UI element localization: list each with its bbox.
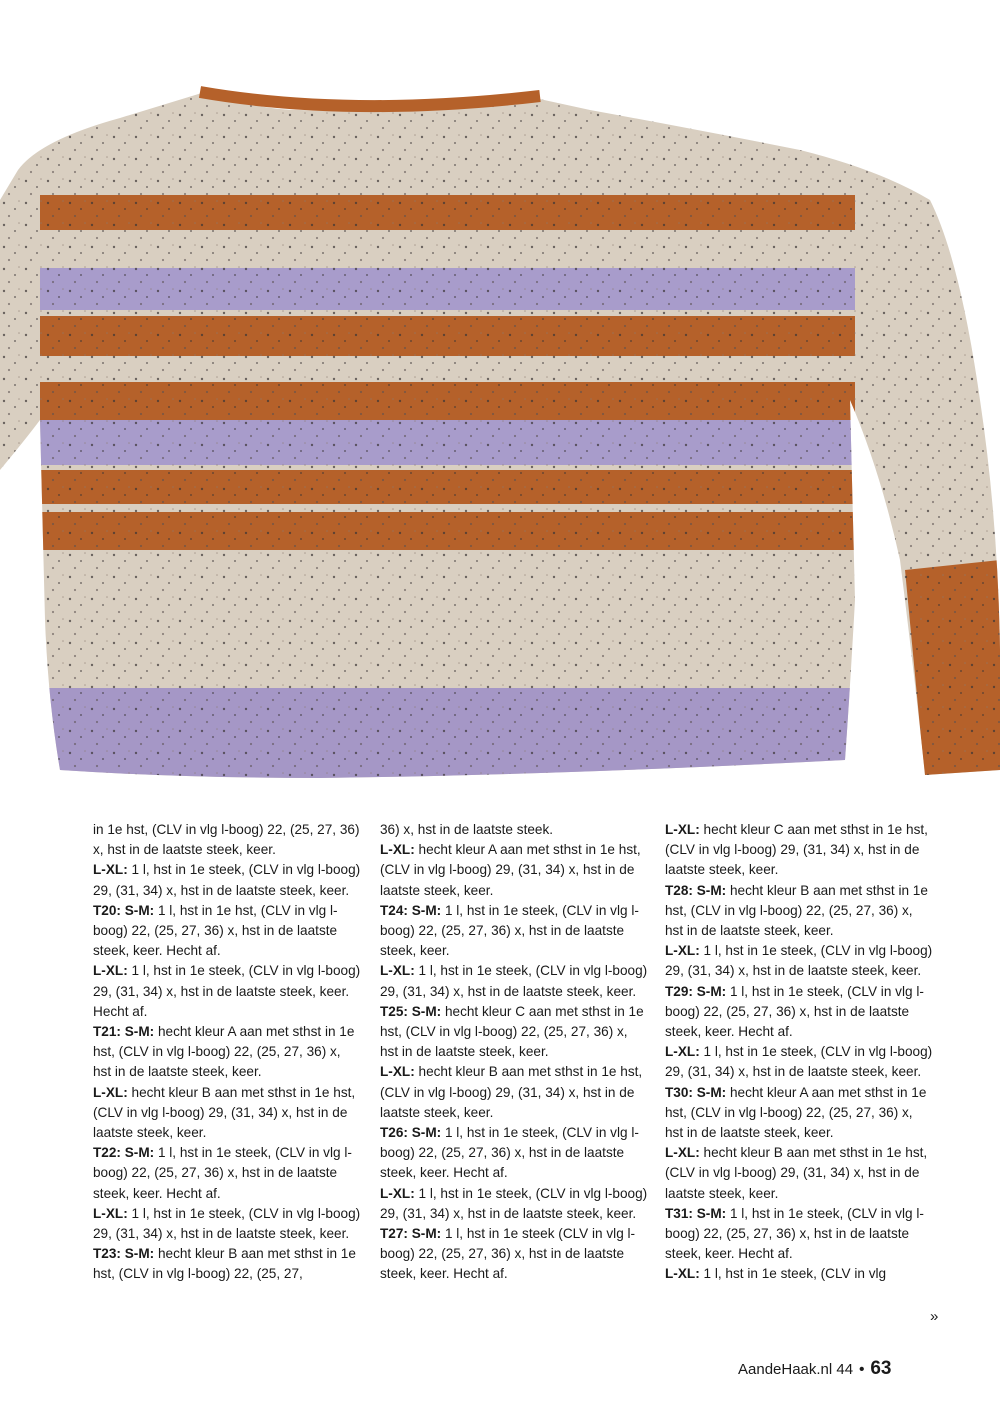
pattern-row (380, 901, 648, 962)
row-label: L-XL: (380, 842, 415, 858)
row-label: T26: S-M: (380, 1125, 442, 1141)
pattern-row (665, 982, 933, 1043)
pattern-row (380, 820, 648, 840)
pattern-row (93, 820, 361, 860)
row-text: hecht kleur A aan met sthst in 1e hst, (CLV in vlg l-boog) 29, (31, 34) x, hst in de laatste steek, keer. (380, 842, 641, 898)
row-text: hecht kleur B aan met sthst in 1e hst, (CLV in vlg l-boog) 29, (31, 34) x, hst in de laatste steek, keer. (380, 1064, 643, 1120)
row-label: T28: S-M: (665, 882, 727, 898)
pattern-row (93, 860, 361, 900)
pattern-row (93, 1143, 361, 1204)
footer-separator: • (859, 1361, 865, 1378)
pattern-row (380, 840, 648, 901)
row-label: L-XL: (93, 862, 128, 878)
row-label: T25: S-M: (380, 1003, 442, 1019)
pattern-row (93, 1022, 361, 1083)
row-label: L-XL: (665, 943, 700, 959)
pattern-row (665, 1042, 933, 1082)
text-column-1 (93, 820, 361, 1285)
row-label: T31: S-M: (665, 1205, 727, 1221)
continue-arrow-icon: » (930, 1308, 939, 1325)
row-label: L-XL: (665, 822, 700, 837)
row-label: L-XL: (665, 1044, 700, 1060)
pattern-row (380, 1062, 648, 1123)
row-label: L-XL: (93, 963, 128, 979)
publication-name: AandeHaak.nl 44 (738, 1361, 854, 1378)
pattern-row (380, 1184, 648, 1224)
row-text: 1 l, hst in 1e steek, (CLV in vlg l-boog) 29, (31, 34) x, hst in de laatste steek, keer. (380, 1185, 648, 1221)
pattern-row (380, 1002, 648, 1063)
text-column-2 (380, 820, 648, 1285)
row-text: 1 l, hst in 1e hst, (CLV in vlg l-boog) 22, (25, 27, 36) x, hst in de laatste steek, keer. Hecht af. (93, 902, 338, 959)
row-label: L-XL: (665, 1145, 700, 1161)
pattern-row (380, 1224, 648, 1285)
row-text: 1 l, hst in 1e steek, (CLV in vlg l-boog) 22, (25, 27, 36) x, hst in de laatste steek, keer. Hecht af. (380, 1125, 639, 1181)
pattern-row (665, 1083, 933, 1144)
pattern-row (380, 1123, 648, 1184)
pattern-row (665, 1204, 933, 1265)
row-text: 1 l, hst in 1e steek, (CLV in vlg l-boog) 29, (31, 34) x, hst in de laatste steek, keer. (665, 943, 933, 979)
pattern-row (93, 1244, 361, 1284)
pattern-row (665, 820, 933, 881)
row-text: 1 l, hst in 1e steek (CLV in vlg l-boog) 22, (25, 27, 36) x, hst in de laatste steek, keer. Hecht af. (380, 1226, 636, 1282)
row-label: T20: S-M: (93, 902, 155, 918)
row-text: 36) x, hst in de laatste steek. (380, 822, 554, 837)
row-label: L-XL: (93, 1084, 128, 1100)
page-number: 63 (870, 1358, 892, 1379)
row-text: 1 l, hst in 1e steek, (CLV in vlg l-boog) 29, (31, 34) x, hst in de laatste steek, keer. (93, 862, 361, 898)
row-text: 1 l, hst in 1e steek, (CLV in vlg l-boog) 29, (31, 34) x, hst in de laatste steek, keer. (93, 1205, 361, 1242)
row-label: T24: S-M: (380, 902, 442, 918)
pattern-row (665, 1264, 933, 1284)
row-text: hecht kleur B aan met sthst in 1e hst, (CLV in vlg l-boog) 22, (25, 27, 36) x, hst in de laatste steek, keer. (665, 882, 928, 939)
pattern-row (93, 1083, 361, 1144)
row-label: L-XL: (665, 1266, 700, 1282)
row-label: T22: S-M: (93, 1145, 155, 1161)
row-label: L-XL: (93, 1205, 128, 1221)
row-label: T27: S-M: (380, 1226, 442, 1242)
pattern-row (665, 881, 933, 942)
row-label: T29: S-M: (665, 983, 727, 999)
row-text: 1 l, hst in 1e steek, (CLV in vlg l-boog) 22, (25, 27, 36) x, hst in de laatste steek, keer. Hecht af. (665, 983, 924, 1040)
pattern-row (665, 1143, 933, 1204)
row-label: L-XL: (380, 963, 415, 979)
row-text: 1 l, hst in 1e steek, (CLV in vlg l-boog) 29, (31, 34) x, hst in de laatste steek, keer. (665, 1044, 933, 1080)
row-text: hecht kleur A aan met sthst in 1e hst, (CLV in vlg l-boog) 22, (25, 27, 36) x, hst in de laatste steek, keer. (93, 1024, 355, 1080)
row-text: hecht kleur C aan met sthst in 1e hst, (CLV in vlg l-boog) 29, (31, 34) x, hst in de laatste steek, keer. (665, 822, 928, 878)
row-text: hecht kleur A aan met sthst in 1e hst, (CLV in vlg l-boog) 22, (25, 27, 36) x, hst in de laatste steek, keer. (665, 1084, 927, 1141)
row-text: 1 l, hst in 1e steek, (CLV in vlg l-boog) 29, (31, 34) x, hst in de laatste steek, keer. (380, 963, 648, 999)
page-footer (738, 1358, 892, 1380)
row-label: T21: S-M: (93, 1024, 155, 1040)
row-text: in 1e hst, (CLV in vlg l-boog) 22, (25, 27, 36) x, hst in de laatste steek, keer. (93, 822, 360, 858)
row-text: hecht kleur C aan met sthst in 1e hst, (CLV in vlg l-boog) 22, (25, 27, 36) x, hst in de laatste steek, keer. (380, 1003, 644, 1060)
row-text: hecht kleur B aan met sthst in 1e hst, (CLV in vlg l-boog) 29, (31, 34) x, hst in de laatste steek, keer. (665, 1145, 928, 1201)
row-text: 1 l, hst in 1e steek, (CLV in vlg (699, 1266, 887, 1282)
row-text: 1 l, hst in 1e steek, (CLV in vlg l-boog) 22, (25, 27, 36) x, hst in de laatste steek, keer. (380, 902, 639, 959)
text-column-3 (665, 820, 933, 1285)
row-text: 1 l, hst in 1e steek, (CLV in vlg l-boog) 29, (31, 34) x, hst in de laatste steek, keer. Hecht af. (93, 963, 361, 1019)
row-text: 1 l, hst in 1e steek, (CLV in vlg l-boog) 22, (25, 27, 36) x, hst in de laatste steek, keer. Hecht af. (93, 1145, 352, 1201)
row-text: hecht kleur B aan met sthst in 1e hst, (CLV in vlg l-boog) 29, (31, 34) x, hst in de laatste steek, keer. (93, 1084, 356, 1141)
row-label: L-XL: (380, 1064, 415, 1080)
row-label: T30: S-M: (665, 1084, 727, 1100)
pattern-row (93, 901, 361, 962)
row-text: 1 l, hst in 1e steek, (CLV in vlg l-boog) 22, (25, 27, 36) x, hst in de laatste steek, keer. Hecht af. (665, 1205, 924, 1262)
row-label: L-XL: (380, 1185, 415, 1201)
pattern-row (93, 1204, 361, 1244)
row-label: T23: S-M: (93, 1246, 155, 1262)
pattern-row (665, 941, 933, 981)
pattern-row (380, 961, 648, 1001)
row-text: hecht kleur B aan met sthst in 1e hst, (CLV in vlg l-boog) 22, (25, 27, (93, 1246, 356, 1282)
pattern-row (93, 961, 361, 1022)
